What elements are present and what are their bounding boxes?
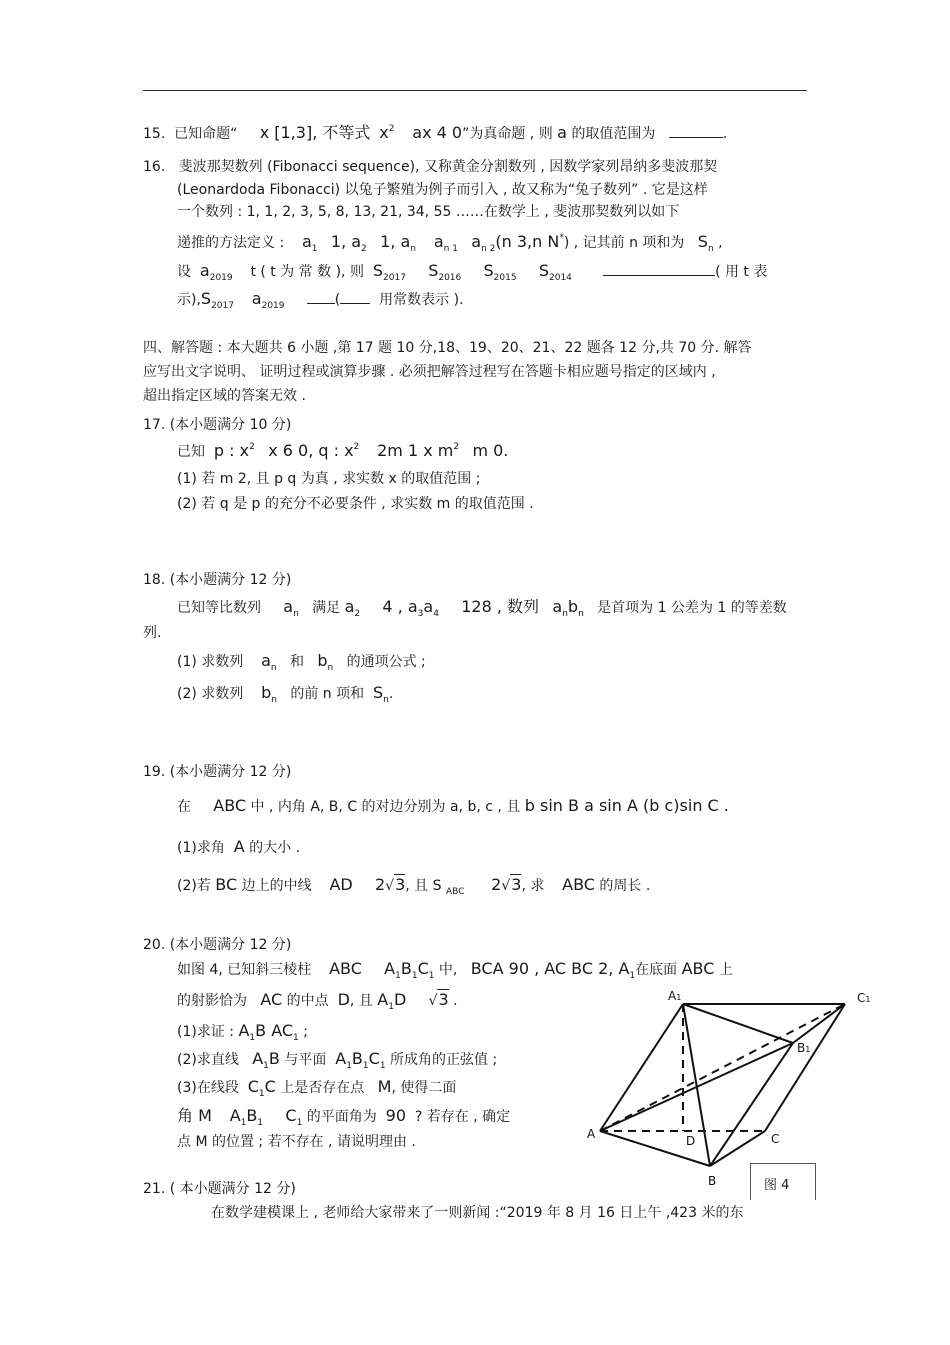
label-b: B [708,1174,717,1188]
edge-a1-b1 [683,1004,793,1043]
label-c: C [771,1132,780,1146]
figure-caption: 图 4 [764,1178,790,1193]
question-19-heading: 19. (本小题满分 12 分) [143,764,292,780]
question-20-line-3: (1)求证 : $A_1B$ $AC_1$ ; [177,1021,308,1043]
question-16-line-2: (Leonardoda Fibonacci) 以兔子繁殖为例子而引入 , 故又称为“兔子数列” . 它是这样 [177,182,708,198]
answer-blank [669,125,723,138]
question-16-line-5: 设 $a_{2019}$ t ( t 为 常 数 ), 则 $S_{2017}$ $S_{2016}$ $S_{2015}$ $S_{2014}$ ( 用 t 表 [177,261,768,283]
label-c1: C1 [857,991,871,1005]
section-4-line-1: 四、解答题 : 本大题共 6 小题 ,第 17 题 10 分,18、19、20、21、22 题各 12 分,共 70 分. 解答 [143,340,752,356]
answer-blank [307,291,335,304]
edge-b-c [710,1131,765,1166]
question-18-line-1: 已知等比数列 $a_n$ 满足 $a_2$ 4 , $a_3a_4$ 128 , 数列 $a_nb_n$ 是首项为 1 公差为 1 的等差数 [177,597,787,619]
question-16-line-1: 16. 斐波那契数列 (Fibonacci sequence), 又称黄金分割数列 , 因数学家列昂纳多斐波那契 [143,159,718,175]
question-17-line-2: (1) 若 m 2, 且 p q 为真 , 求实数 x 的取值范围 ; [177,471,481,487]
question-16-line-6: 示)$,S_{2017}$ $a_{2019}$ ( 用常数表示 ). [177,289,464,311]
question-17-line-3: (2) 若 q 是 p 的充分不必要条件 , 求实数 m 的取值范围 . [177,496,534,512]
question-21-line-1: 在数学建模课上 , 老师给大家带来了一则新闻 :“2019 年 8 月 16 日上午 ,423 米的东 [211,1205,744,1221]
section-4-line-3: 超出指定区域的答案无效 . [143,388,306,404]
question-20-heading: 20. (本小题满分 12 分) [143,937,292,953]
answer-blank [340,291,370,304]
question-16-line-4: 递推的方法定义 : $a_1$ 1, $a_2$ 1, $a_n$ $a_{n 1}$ $a_{n 2}(n$ 3,n N*) , 记其前 n 项和为 $S_n$ , [177,232,723,254]
question-17-heading: 17. (本小题满分 10 分) [143,417,292,433]
question-20-line-4: (2)求直线 $A_1B$ 与平面 $A_1B_1C_1$ 所成角的正弦值 ; [177,1049,498,1071]
label-d: D [686,1134,696,1148]
question-19-line-1: 在 ABC 中 , 内角 A, B, C 的对边分别为 a, b, c , 且 b sin B a sin A (b c)sin C . [177,796,729,815]
question-20-line-6: 角 M $A_1B_1$ $C_1$ 的平面角为 90 ? 若存在 , 确定 [177,1106,511,1128]
edge-b1-c1 [793,1004,845,1043]
question-20-line-7: 点 M 的位置 ; 若不存在 , 请说明理由 . [177,1134,416,1150]
question-20-line-2: 的射影恰为 AC 的中点 D, 且 $A_1D$ √3 . [177,990,458,1012]
question-18-heading: 18. (本小题满分 12 分) [143,572,292,588]
header-rule [143,90,807,91]
hidden-a-c1 [600,1004,845,1131]
sqrt-symbol: √3 [428,990,449,1009]
question-18-line-3: (1) 求数列 $a_n$ 和 $b_n$ 的通项公式 ; [177,651,426,673]
label-a: A [587,1127,596,1141]
question-21-heading: 21. ( 本小题满分 12 分) [143,1181,296,1197]
sqrt-symbol: √3 [385,875,406,894]
question-17-line-1: 已知 p : $x^2$ x 6 0, q : $x^2$ 2m 1 x $m^2$ m 0. [177,441,509,460]
label-a1: A1 [668,989,682,1003]
question-16-line-3: 一个数列 : 1, 1, 2, 3, 5, 8, 13, 21, 34, 55 ……在数学上 , 斐波那契数列以如下 [177,204,680,220]
question-18-line-4: (2) 求数列 $b_n$ 的前 n 项和 $S_n$. [177,683,394,705]
question-19-line-3: (2)若 BC 边上的中线 AD 2√3, 且 S $_{ABC}$ 2√3, 求 ABC 的周长 . [177,875,651,897]
question-18-line-2: 列. [143,625,162,641]
question-19-line-2: (1)求角 A 的大小 . [177,837,301,856]
sqrt-symbol: √3 [501,875,522,894]
question-20-line-1: 如图 4, 已知斜三棱柱 ABC $A_1B_1C_1$ 中, BCA 90 , AC BC 2, $A_1$在底面 ABC 上 [177,959,733,981]
question-15: 15. 已知命题“ x [1,3], 不等式 $x^2$ ax 4 0”为真命题 , 则 a 的取值范围为 . [143,123,728,142]
prism-figure [580,985,880,1200]
label-b1: B1 [797,1041,811,1055]
section-4-line-2: 应写出文字说明、 证明过程或演算步骤 . 必须把解答过程写在答题卡相应题号指定的区域内 , [143,364,716,380]
answer-blank [603,263,715,276]
question-20-line-5: (3)在线段 $C_1C$ 上是否存在点 M, 使得二面 [177,1077,457,1099]
